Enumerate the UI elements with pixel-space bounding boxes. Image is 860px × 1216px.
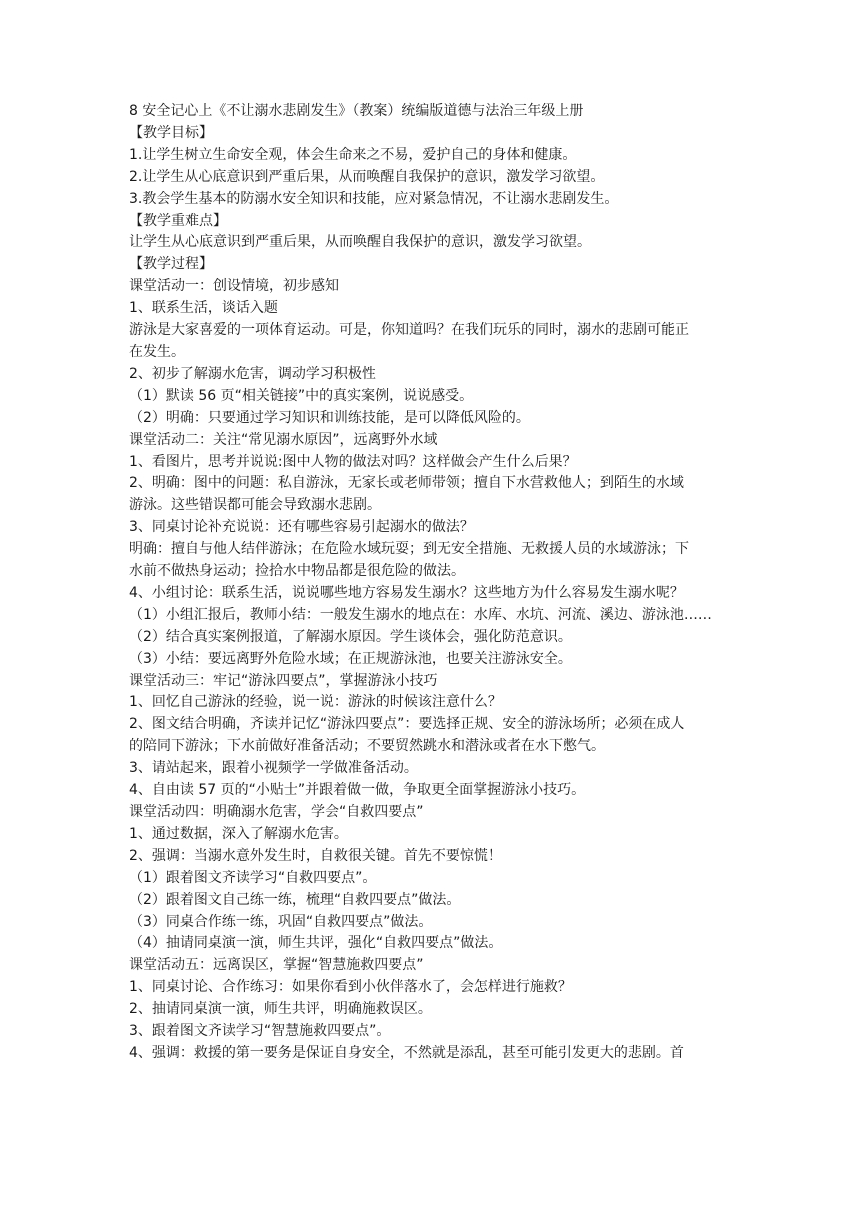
paragraph-line: 3、请站起来，跟着小视频学一学做准备活动。 bbox=[129, 760, 418, 777]
paragraph-line: 3、同桌讨论补充说说：还有哪些容易引起溺水的做法？ bbox=[129, 519, 474, 536]
activity-heading: 课堂活动五：远离误区，掌握“智慧施救四要点” bbox=[129, 957, 424, 974]
objective-item: 3.教会学生基本的防溺水安全知识和技能，应对紧急情况，不让溺水悲剧发生。 bbox=[129, 190, 619, 207]
paragraph-line: 3、跟着图文齐读学习“智慧施救四要点”。 bbox=[129, 1023, 391, 1040]
paragraph-line: 2、初步了解溺水危害，调动学习积极性 bbox=[129, 365, 376, 382]
paragraph-line: 让学生从心底意识到严重后果，从而唤醒自我保护的意识，激发学习欲望。 bbox=[129, 234, 591, 251]
paragraph-line: （4）抽请同桌演一演，师生共评，强化“自救四要点”做法。 bbox=[129, 935, 503, 952]
paragraph-line: 4、自由读 57 页的“小贴士”并跟着做一做，争取更全面掌握游泳小技巧。 bbox=[129, 782, 586, 799]
paragraph-line: 的陪同下游泳；下水前做好准备活动；不要贸然跳水和潜泳或者在水下憋气。 bbox=[129, 738, 605, 755]
paragraph-line: （3）同桌合作练一练，巩固“自救四要点”做法。 bbox=[129, 913, 433, 930]
activity-heading: 课堂活动三：牢记“游泳四要点”，掌握游泳小技巧 bbox=[129, 672, 438, 689]
section-heading-process: 【教学过程】 bbox=[129, 256, 213, 273]
activity-heading: 课堂活动一：创设情境，初步感知 bbox=[129, 278, 339, 295]
paragraph-line: 4、小组讨论：联系生活，说说哪些地方容易发生溺水？这些地方为什么容易发生溺水呢？ bbox=[129, 584, 684, 601]
paragraph-line: 水前不做热身运动；捡拾水中物品都是很危险的做法。 bbox=[129, 563, 465, 580]
paragraph-line: 明确：擅自与他人结伴游泳；在危险水域玩耍；到无安全措施、无救援人员的水域游泳；下 bbox=[129, 541, 689, 558]
paragraph-line: 2、抽请同桌演一演，师生共评，明确施救误区。 bbox=[129, 1001, 432, 1018]
paragraph-line: 4、强调：救援的第一要务是保证自身安全，不然就是添乱，甚至可能引发更大的悲剧。首 bbox=[129, 1044, 684, 1061]
paragraph-line: （2）结合真实案例报道，了解溺水原因。学生谈体会，强化防范意识。 bbox=[129, 628, 572, 645]
paragraph-line: （1）默读 56 页“相关链接”中的真实案例，说说感受。 bbox=[129, 387, 474, 404]
paragraph-line: 游泳。这些错误都可能会导致溺水悲剧。 bbox=[129, 497, 381, 514]
activity-heading: 课堂活动二：关注“常见溺水原因”，远离野外水域 bbox=[129, 431, 438, 448]
section-heading-objectives: 【教学目标】 bbox=[129, 124, 213, 141]
paragraph-line: 2、图文结合明确，齐读并记忆“游泳四要点”：要选择正规、安全的游泳场所；必须在成人 bbox=[129, 716, 685, 733]
document-title: 8 安全记心上《不让溺水悲剧发生》（教案）统编版道德与法治三年级上册 bbox=[129, 103, 584, 119]
paragraph-line: （2）明确：只要通过学习知识和训练技能，是可以降低风险的。 bbox=[129, 409, 530, 426]
objective-item: 1.让学生树立生命安全观，体会生命来之不易，爱护自己的身体和健康。 bbox=[129, 146, 577, 163]
document-body bbox=[129, 101, 733, 1065]
paragraph-line: 2、明确：图中的问题：私自游泳，无家长或老师带领；擅自下水营救他人；到陌生的水域 bbox=[129, 475, 684, 492]
paragraph-line: 游泳是大家喜爱的一项体育运动。可是，你知道吗？在我们玩乐的同时，溺水的悲剧可能正 bbox=[129, 322, 689, 339]
paragraph-line: （1）跟着图文齐读学习“自救四要点”。 bbox=[129, 869, 377, 886]
paragraph-line: 2、强调：当溺水意外发生时，自救很关键。首先不要惊慌！ bbox=[129, 847, 502, 864]
paragraph-line: 1、联系生活，谈话入题 bbox=[129, 300, 278, 317]
paragraph-line: 1、看图片，思考并说说:图中人物的做法对吗？这样做会产生什么后果？ bbox=[129, 453, 577, 470]
paragraph-line: （2）跟着图文自己练一练，梳理“自救四要点”做法。 bbox=[129, 891, 461, 908]
paragraph-line: （1）小组汇报后，教师小结：一般发生溺水的地点在：水库、水坑、河流、溪边、游泳池…… bbox=[129, 606, 712, 623]
paragraph-line: 在发生。 bbox=[129, 343, 185, 360]
paragraph-line: （3）小结：要远离野外危险水域；在正规游泳池，也要关注游泳安全。 bbox=[129, 650, 572, 667]
paragraph-line: 1、回忆自己游泳的经验，说一说：游泳的时候该注意什么？ bbox=[129, 694, 502, 711]
paragraph-line: 1、同桌讨论、合作练习：如果你看到小伙伴落水了，会怎样进行施救？ bbox=[129, 979, 572, 996]
activity-heading: 课堂活动四：明确溺水危害，学会“自救四要点” bbox=[129, 804, 424, 820]
section-heading-key-points: 【教学重难点】 bbox=[129, 212, 227, 229]
objective-item: 2.让学生从心底意识到严重后果，从而唤醒自我保护的意识，激发学习欲望。 bbox=[129, 168, 605, 185]
paragraph-line: 1、通过数据，深入了解溺水危害。 bbox=[129, 825, 348, 842]
